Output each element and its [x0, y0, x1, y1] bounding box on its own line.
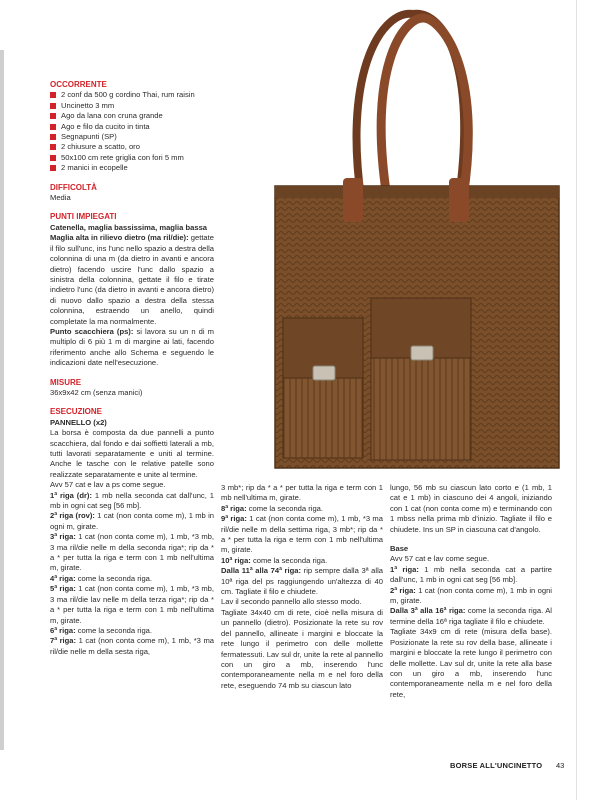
row-instruction: [50, 491, 214, 512]
row-label: 4ª riga:: [50, 573, 76, 583]
row-instruction: [221, 504, 383, 514]
row-label: Dalla 3ª alla 16ª riga:: [390, 606, 466, 616]
material-item: 2 chiusure a scatto, oro: [50, 142, 214, 152]
row-label: 2ª riga (rov):: [50, 511, 95, 521]
row-instruction: [50, 626, 214, 636]
row-label: 7ª riga:: [50, 636, 77, 646]
basic-stitches: Catenella, maglia bassissima, maglia bassa: [50, 222, 208, 232]
material-item: Ago da lana con cruna grande: [50, 111, 214, 121]
page-right-rule: [576, 0, 577, 800]
column-3: [390, 483, 552, 700]
continued-text: 3 mb*; rip da * a * per tutta la riga e term con 1 mb nell'ultima m, girate.: [221, 483, 383, 503]
subsection-title-base: Base: [390, 544, 409, 554]
cast-on-line: Avv 57 cat e lav come segue.: [390, 554, 490, 564]
row-text: 1 cat (non conta come m), 1 mb in ogni m, girate.: [50, 511, 214, 531]
section-title-difficolta: DIFFICOLTÀ: [50, 182, 97, 192]
stitch-scacchiera-label: Punto scacchiera (ps):: [50, 326, 134, 336]
row-instructions: [221, 504, 383, 598]
row-label: 1ª riga:: [390, 564, 419, 574]
row-text: come la seconda riga.: [75, 573, 153, 583]
clasp-right-icon: [411, 346, 433, 360]
section-title-misure: MISURE: [50, 377, 82, 387]
row-text: come la seconda riga.: [75, 625, 153, 635]
row-text: come la seconda riga.: [250, 555, 328, 565]
row-label: 10ª riga:: [221, 555, 251, 565]
paragraph: Tagliate 34x9 cm di rete (misura della base). Posizionate la rete su rov della base, allineate i margini e bloccate la rete lungo il perimetro con delle mollette. Lav sul dr, unite la rete alla base con un giro a mb, inserendo l'unc contemporaneamente nella m e nel foro della rete,: [390, 627, 552, 699]
row-label: 3ª riga:: [50, 532, 76, 542]
material-item: 2 conf da 500 g cordino Thai, rum raisin: [50, 90, 214, 100]
footer-label: BORSE ALL'UNCINETTO: [450, 761, 543, 770]
material-item: Segnapunti (SP): [50, 132, 214, 142]
column-1: [50, 80, 214, 657]
row-text: 1 cat (non conta come m), 1 mb in ogni m, girate.: [390, 585, 552, 606]
row-instruction: [221, 514, 383, 556]
row-instruction: [390, 565, 552, 586]
page-edge-bar: [0, 50, 4, 750]
stitch-rilievo-text: gettate il filo sull'unc, ins l'unc nello spazio a destra della colonnina di una m (da dietro in avanti e ancora dietro) facendo uscire l'unc dallo spazio a sinistra della colonnina, gettate il filo e tirate indietro l'unc (da dietro in avanti e ancora dietro) di nuovo dallo spazio a destra della stessa colonnina, estraendo un anello, quindi completate la ma normalmente.: [50, 233, 214, 326]
row-label: 8ª riga:: [221, 503, 247, 513]
stitch-rilievo-label: Maglia alta in rilievo dietro (ma ril/die):: [50, 233, 189, 243]
handle-tab-left: [343, 178, 363, 222]
row-instructions: [50, 491, 214, 658]
paragraph: Tagliate 34x40 cm di rete, cioè nella misura di un pannello (dietro). Posizionate la rete su rov del pannello, allineate i margini e bloccate la rete lungo il perimetro con delle mollette fermatessuti. Lav sul dr, unite la rete al pannello con un giro a mb, inserendo l'unc contemporaneamente nella m e nel foro della rete, eseguendo 74 mb su ciascun lato: [221, 607, 383, 690]
row-instruction: [390, 606, 552, 627]
row-text: 1 cat (non conta come m), 1 mb, *3 ma ril/die nelle m della sesta riga,: [50, 636, 214, 656]
material-item: Ago e filo da cucito in tinta: [50, 122, 214, 132]
section-title-occorrente: OCCORRENTE: [50, 80, 107, 89]
section-title-esecuzione: ESECUZIONE: [50, 407, 103, 417]
page-number: 43: [556, 761, 565, 770]
column-2: [221, 483, 383, 691]
intro-paragraph: La borsa è composta da due pannelli a punto scacchiera, dal fondo e dai soffietti laterali a mb, tutti lavorati separatamente e uniti al termine. Anche le tasche con le relative patelle sono realizzate separatamente e unite al termine.: [50, 428, 214, 479]
row-label: 9ª riga:: [221, 514, 247, 524]
stitch-rilievo: [50, 233, 214, 327]
bag-handle-front: [381, 18, 468, 198]
row-instructions: [390, 565, 552, 627]
row-label: 5ª riga:: [50, 584, 76, 594]
row-instruction: [390, 586, 552, 607]
measurements-value: 36x9x42 cm (senza manici): [50, 387, 143, 397]
row-text: rip sempre dalla 3ª alla 10ª riga del ps raggiungendo un'altezza di 40 cm. Tagliate il filo e chiudete.: [221, 566, 383, 597]
row-text: 1 cat (non conta come m), 1 mb, *3 mb, 3 ma ril/die nelle m della seconda riga*; rip da * a * per tutta la riga e term con 1 mb nell'ultima m, girate.: [50, 532, 214, 573]
bag-photo: [263, 8, 565, 474]
row-text: 1 mb nella seconda cat a partire dall'unc, 1 mb in ogni cat seg [56 mb].: [390, 564, 552, 585]
material-item: 50x100 cm rete griglia con fori 5 mm: [50, 153, 214, 163]
materials-list: [50, 90, 214, 173]
continued-text: lungo, 56 mb su ciascun lato corto e (1 mb, 1 cat e 1 mb) in ciascuno dei 4 angoli, iniziando con 1 cat (non conta come m) e terminando con 1 mbss nella prima mb d'inizio. Tagliate il filo e chiudete. Ins un SP in ciascuna cat d'angolo.: [390, 483, 552, 534]
cast-on-line: Avv 57 cat e lav a ps come segue.: [50, 480, 166, 490]
row-text: 1 mb nella seconda cat dall'unc, 1 mb in ogni cat seg [56 mb].: [50, 490, 214, 511]
material-item: Uncinetto 3 mm: [50, 101, 214, 111]
row-instruction: [221, 566, 383, 597]
row-instruction: [50, 511, 214, 532]
row-instruction: [50, 636, 214, 657]
section-title-punti: PUNTI IMPIEGATI: [50, 212, 117, 222]
material-item: 2 manici in ecopelle: [50, 163, 214, 173]
subsection-title-pannello: PANNELLO (x2): [50, 417, 107, 427]
row-label: 6ª riga:: [50, 625, 76, 635]
row-instruction: [221, 556, 383, 566]
row-text: come la seconda riga. Al termine della 16ª riga tagliate il filo e chiudete.: [390, 606, 552, 626]
row-text: 1 cat (non conta come m), 1 mb, *3 mb, 3 ma ril/die lav nelle m della terza riga*; rip da * a * per tutta la riga e term con 1 mb nell'ultima m, girate.: [50, 584, 214, 625]
paragraph: Lav il secondo pannello allo stesso modo.: [221, 597, 362, 607]
handle-tab-right: [449, 178, 469, 222]
row-label: Dalla 11ª alla 74ª riga:: [221, 566, 302, 576]
clasp-left-icon: [313, 366, 335, 380]
row-text: come la seconda riga.: [246, 503, 324, 513]
row-instruction: [50, 532, 214, 574]
row-instruction: [50, 574, 214, 584]
row-instruction: [50, 584, 214, 626]
row-label: 2ª riga:: [390, 585, 416, 595]
row-text: 1 cat (non conta come m), 1 mb, *3 ma ril/die nelle m della settima riga, 3 mb*; rip da * a * per tutta la riga e term con 1 mb nell'ultima m, girate.: [221, 514, 383, 555]
stitch-scacchiera: [50, 327, 214, 369]
stitch-scacchiera-text: si lavora su un n di m multiplo di 6 più 1 m di margine ai lati, facendo riferimento anche allo Schema e seguendo le indicazioni date nell'esecuzione.: [50, 326, 214, 368]
row-label: 1ª riga (dr):: [50, 490, 92, 500]
difficulty-value: Media: [50, 193, 71, 203]
